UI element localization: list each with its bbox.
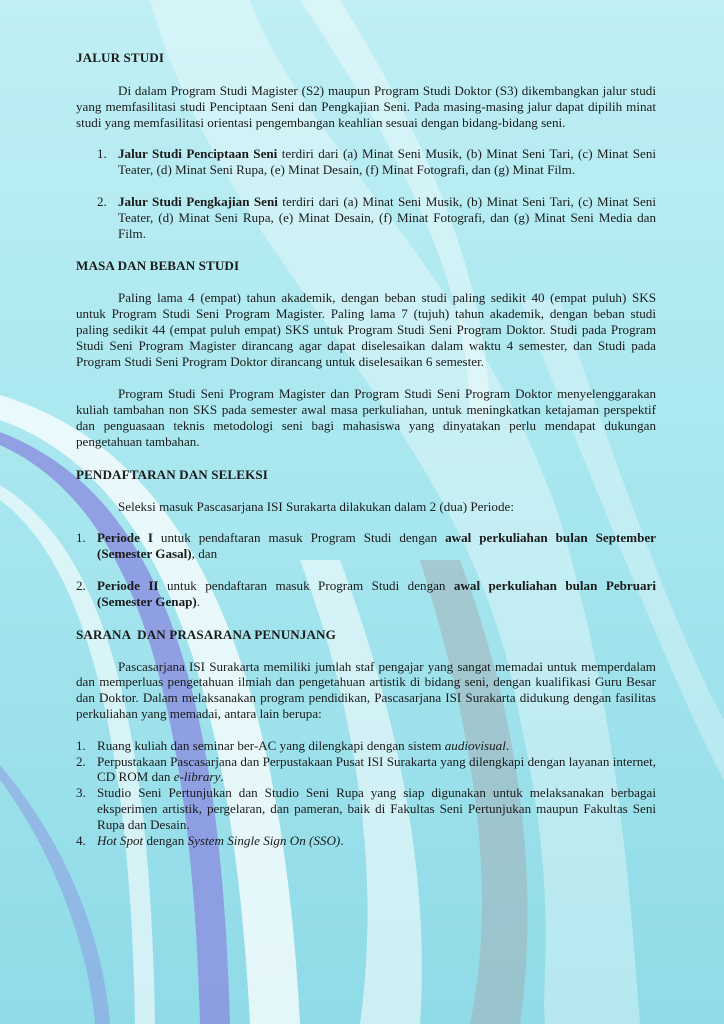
jalur-item-1 xyxy=(76,146,656,178)
sarana-item-italic: audiovisual xyxy=(444,737,506,753)
sarana-list xyxy=(76,738,656,849)
sarana-item-4 xyxy=(76,833,656,849)
sarana-item-text: Studio Seni Pertunjukan dan Studio Seni Rupa yang siap digunakan untuk melaksanakan berbagai eksperimen artistik, pergelaran, dan pameran, baik di Fakultas Seni Pertunjukan maupun Fakultas Seni Rupa dan Desain. xyxy=(97,785,656,832)
periode-label: Periode II xyxy=(97,577,159,593)
list-number: 2. xyxy=(97,193,107,209)
list-number: 2. xyxy=(76,753,86,769)
periode-list xyxy=(76,530,656,609)
periode-label: Periode I xyxy=(97,530,153,546)
document-content xyxy=(76,50,656,848)
list-number: 3. xyxy=(76,785,86,801)
jalur-list xyxy=(76,146,656,241)
periode-tail: . xyxy=(196,593,201,609)
list-number: 1. xyxy=(76,530,86,546)
jalur-lead-plain: Jalur Studi xyxy=(118,146,187,162)
sarana-item-tail: . xyxy=(220,769,224,785)
sarana-item-3 xyxy=(76,785,656,832)
sarana-item-text: Ruang kuliah dan seminar ber-AC yang dilengkapi dengan sistem xyxy=(97,737,445,753)
jalur-item-2 xyxy=(76,194,656,241)
jalur-lead-bold: Penciptaan Seni xyxy=(186,146,278,162)
pendaftaran-intro: Seleksi masuk Pascasarjana ISI Surakarta dilakukan dalam 2 (dua) Periode: xyxy=(118,498,514,514)
sarana-item-text: Perpustakaan Pascasarjana dan Perpustakaan Pusat ISI Surakarta yang dilengkapi dengan layanan internet, CD ROM dan xyxy=(97,753,656,785)
jalur-item-text: terdiri dari (a) Minat Seni Musik, (b) Minat Seni Tari, (c) Minat Seni Teater, (d) Minat Seni Rupa, (e) Minat Desain, (f) Minat Fotografi, dan (g) Minat Seni Media dan Film. xyxy=(118,193,656,241)
masa-paragraph-2: Program Studi Seni Program Magister dan Program Studi Seni Program Doktor menyelenggarakan kuliah tambahan non SKS pada semester awal masa perkuliahan, untuk meningkatkan ketajaman perspektif dan penguasaan teknis metodologi seni bagi mahasiswa yang dinyatakan perlu mendapat dukungan pengetahuan tambahan. xyxy=(76,386,656,449)
sarana-item-tail: . xyxy=(340,832,344,848)
jalur-lead-plain: Jalur Studi xyxy=(118,193,187,209)
sarana-item-italic: e-library xyxy=(173,769,221,785)
jalur-item-text: terdiri dari (a) Minat Seni Musik, (b) Minat Seni Tari, (c) Minat Seni Teater, (d) Minat Seni Rupa, (e) Minat Desain, (f) Minat Fotografi, dan (g) Minat Film. xyxy=(118,146,656,178)
masa-paragraph-1: Paling lama 4 (empat) tahun akademik, dengan beban studi paling sedikit 40 (empat puluh) SKS untuk Program Studi Seni Program Magister. Paling lama 7 (tujuh) tahun akademik, dengan beban studi paling sedikit 44 (empat puluh empat) SKS untuk Program Studi Seni Program Doktor. Studi pada Program Studi Seni Program Magister dirancang agar dapat diselesaikan dalam waktu 4 semester, dan Studi pada Program Studi Seni Program Doktor dirancang untuk diselesaikan 6 semester. xyxy=(76,290,656,369)
jalur-intro: Di dalam Program Studi Magister (S2) maupun Program Studi Doktor (S3) dikembangkan jalur studi yang memfasilitasi studi Penciptaan Seni dan Pengkajian Seni. Pada masing-masing jalur dapat dipilih minat studi yang memfasilitasi orientasi pengembangan keahlian sesuai dengan bidang-bidang seni. xyxy=(76,83,656,130)
periode-item-2 xyxy=(76,578,656,610)
list-number: 2. xyxy=(76,577,86,593)
section-heading-sarana: SARANA DAN PRASARANA PENUNJANG xyxy=(76,626,336,642)
periode-text: untuk pendaftaran masuk Program Studi dengan xyxy=(152,530,446,546)
periode-item-1 xyxy=(76,530,656,562)
sarana-item-2 xyxy=(76,754,656,786)
section-heading-masa-studi: MASA DAN BEBAN STUDI xyxy=(76,258,240,274)
sarana-item-mid: dengan xyxy=(143,832,188,848)
section-heading-jalur-studi: JALUR STUDI xyxy=(76,50,165,65)
list-number: 1. xyxy=(97,146,107,162)
list-number: 4. xyxy=(76,832,86,848)
sarana-item-tail: . xyxy=(505,737,510,753)
list-number: 1. xyxy=(76,737,86,753)
section-heading-pendaftaran: PENDAFTARAN DAN SELEKSI xyxy=(76,466,268,482)
sarana-item-1 xyxy=(76,738,656,754)
sarana-item-italic: System Single Sign On (SSO) xyxy=(187,832,341,848)
jalur-lead-bold: Pengkajian Seni xyxy=(186,193,278,209)
periode-tail: , dan xyxy=(191,546,218,562)
sarana-item-italic-lead: Hot Spot xyxy=(97,832,144,848)
sarana-intro: Pascasarjana ISI Surakarta memiliki jumlah staf pengajar yang sangat memadai untuk memperdalam dan memperluas pengetahuan ilmiah dan pengetahuan artistik di bidang seni, dengan kualifikasi Guru Besar dan Doktor. Dalam melaksanakan program pendidikan, Pascasarjana ISI Surakarta didukung dengan fasilitas perkuliahan yang memadai, antara lain berupa: xyxy=(76,658,656,721)
periode-start: awal perkuliahan bulan September (Semester Gasal) xyxy=(97,530,656,562)
periode-start: awal perkuliahan bulan Pebruari (Semester Genap) xyxy=(97,577,656,609)
periode-text: untuk pendaftaran masuk Program Studi dengan xyxy=(158,577,454,593)
